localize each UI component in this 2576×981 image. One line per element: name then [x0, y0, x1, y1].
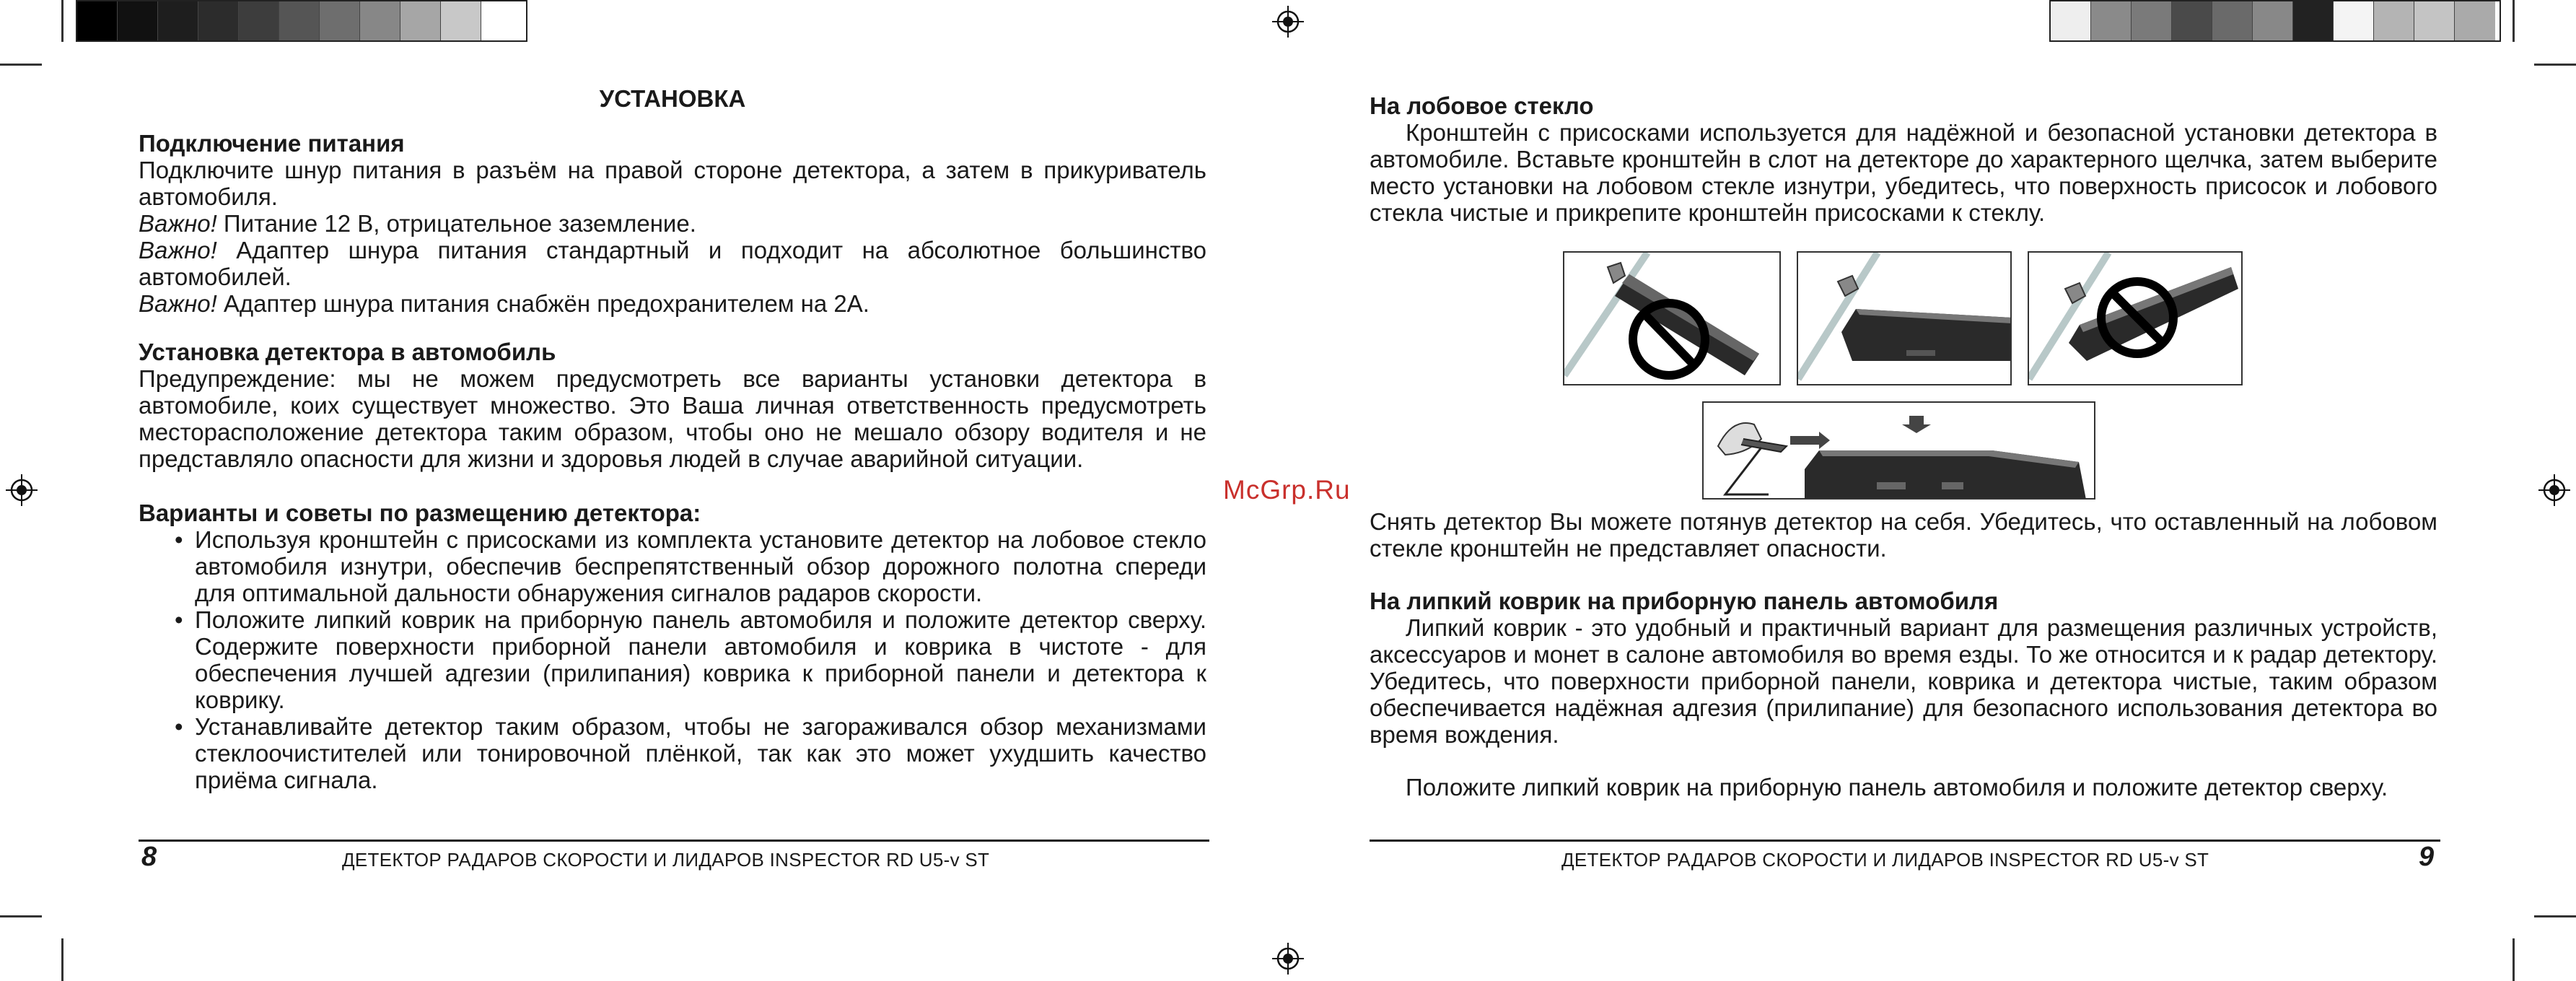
power-heading: Подключение питания — [139, 130, 405, 157]
power-note-1 — [139, 210, 1206, 237]
footer-title: ДЕТЕКТОР РАДАРОВ СКОРОСТИ И ЛИДАРОВ INSPECTOR RD U5-v ST — [1561, 849, 2209, 871]
crop-mark — [2534, 64, 2576, 66]
color-calibration-bar-left — [76, 0, 527, 42]
crop-mark — [2534, 915, 2576, 917]
color-swatch — [239, 1, 279, 40]
note-text: Адаптер шнура питания стандартный и подходит на абсолютное большинство автомобилей. — [139, 237, 1206, 290]
crop-mark — [61, 0, 63, 42]
color-calibration-bar-right — [2049, 0, 2501, 42]
registration-mark-icon — [2538, 474, 2570, 506]
tips-list — [139, 526, 1206, 793]
color-swatch — [279, 1, 320, 40]
crop-mark — [0, 915, 42, 917]
bullet: • — [175, 526, 183, 553]
figure-mount-insert-bracket — [1702, 401, 2095, 500]
color-swatch — [2293, 1, 2334, 40]
color-swatch — [2091, 1, 2132, 40]
note-label: Важно! — [139, 210, 217, 237]
list-item-text: Положите липкий коврик на приборную панель автомобиля и положите детектор сверху. Содержите поверхности приборной панели автомобиля и коврика в чистоте - для обеспечения лучшей адгезии (прилипания) коврика к приборной панели и детектора к коврику. — [195, 606, 1206, 713]
list-item — [139, 606, 1206, 713]
color-swatch — [481, 1, 522, 40]
dashboard-heading: На липкий коврик на приборную панель автомобиля — [1370, 588, 1999, 614]
power-note-3 — [139, 290, 1206, 317]
registration-mark-icon — [1272, 6, 1304, 38]
crop-mark — [61, 938, 63, 981]
install-text: Предупреждение: мы не можем предусмотреть все варианты установки детектора в автомобиле, коих существует множество. Это Ваша личная ответственность предусмотреть месторасположение детектора таким образом, чтобы оно не мешало обзору водителя и не представляло опасности для жизни и здоровья людей в случае аварийной ситуации. — [139, 365, 1206, 472]
list-item — [139, 526, 1206, 606]
color-swatch — [441, 1, 481, 40]
right-page — [1370, 92, 2437, 226]
list-item-text: Используя кронштейн с присосками из комплекта установите детектор на лобовое стекло автомобиля изнутри, обеспечив беспрепятственный обзор дорожного полотна спереди для оптимальной дальности обнаружения сигналов радаров скорости. — [195, 526, 1206, 606]
windshield-removal-text: Снять детектор Вы можете потянув детектор на себя. Убедитесь, что оставленный на лобовом стекле кронштейн не представляет опасности. — [1370, 508, 2437, 562]
install-heading: Установка детектора в автомобиль — [139, 339, 556, 365]
color-swatch — [77, 1, 118, 40]
figure-mount-wrong-tilt-down — [1563, 251, 1781, 385]
note-text: Питание 12 В, отрицательное заземление. — [216, 210, 696, 237]
list-item — [139, 713, 1206, 793]
footer-rule — [1370, 840, 2440, 842]
color-swatch — [400, 1, 441, 40]
color-swatch — [158, 1, 198, 40]
crop-mark — [2513, 938, 2515, 981]
dashboard-text: Липкий коврик - это удобный и практичный вариант для размещения различных устройств, аксессуаров и монет в салоне автомобиля во время езды. То же относится и к радар детектору. Убедитесь, что поверхности приборной панели, коврика и детектора чистые, таким образом обеспечивается надёжная адгезия (прилипание) для безопасного использования детектора во время вождения. — [1370, 614, 2437, 748]
color-swatch — [2051, 1, 2091, 40]
color-swatch — [2212, 1, 2253, 40]
note-label: Важно! — [139, 290, 217, 317]
left-page — [139, 85, 1206, 793]
color-swatch — [2132, 1, 2172, 40]
registration-mark-icon — [1272, 943, 1304, 975]
windshield-text: Кронштейн с присосками используется для надёжной и безопасной установки детектора в автомобиле. Вставьте кронштейн в слот на детекторе до характерного щелчка, затем выберите место установки на лобовом стекле изнутри, убедитесь, что поверхность присосок и лобового стекла чистые и прикрепите кронштейн присосками к стеклу. — [1370, 119, 2437, 226]
crop-mark — [2513, 0, 2515, 42]
footer-title: ДЕТЕКТОР РАДАРОВ СКОРОСТИ И ЛИДАРОВ INSPECTOR RD U5-v ST — [342, 849, 990, 871]
figure-mount-wrong-tilt-up — [2028, 251, 2243, 385]
color-swatch — [320, 1, 360, 40]
note-label: Важно! — [139, 237, 217, 263]
color-swatch — [2414, 1, 2455, 40]
list-item-text: Устанавливайте детектор таким образом, чтобы не загораживался обзор механизмами стеклоочистителей или тонировочной плёнкой, так как это может ухудшить качество приёма сигнала. — [195, 713, 1206, 793]
bullet: • — [175, 713, 183, 740]
note-text: Адаптер шнура питания снабжён предохранителем на 2А. — [216, 290, 869, 317]
color-swatch — [2172, 1, 2212, 40]
color-swatch — [2334, 1, 2374, 40]
color-swatch — [2253, 1, 2293, 40]
page-title: УСТАНОВКА — [599, 85, 746, 112]
page-number: 9 — [2419, 842, 2435, 872]
color-swatch — [360, 1, 400, 40]
windshield-heading: На лобовое стекло — [1370, 92, 1594, 119]
bullet: • — [175, 606, 183, 633]
power-text: Подключите шнур питания в разъём на правой стороне детектора, а затем в прикуриватель автомобиля. — [139, 157, 1206, 210]
figure-mount-correct — [1797, 251, 2012, 385]
page-number: 8 — [141, 842, 157, 872]
color-swatch — [118, 1, 158, 40]
right-page-continued — [1370, 508, 2437, 801]
power-note-2 — [139, 237, 1206, 290]
footer-rule — [139, 840, 1209, 842]
watermark: McGrp.Ru — [1223, 475, 1351, 505]
crop-mark — [0, 64, 42, 66]
dashboard-text-2: Положите липкий коврик на приборную панель автомобиля и положите детектор сверху. — [1406, 774, 2388, 801]
color-swatch — [2374, 1, 2414, 40]
color-swatch — [2455, 1, 2495, 40]
tips-heading: Варианты и советы по размещению детектора: — [139, 500, 701, 526]
color-swatch — [198, 1, 239, 40]
registration-mark-icon — [6, 474, 38, 506]
